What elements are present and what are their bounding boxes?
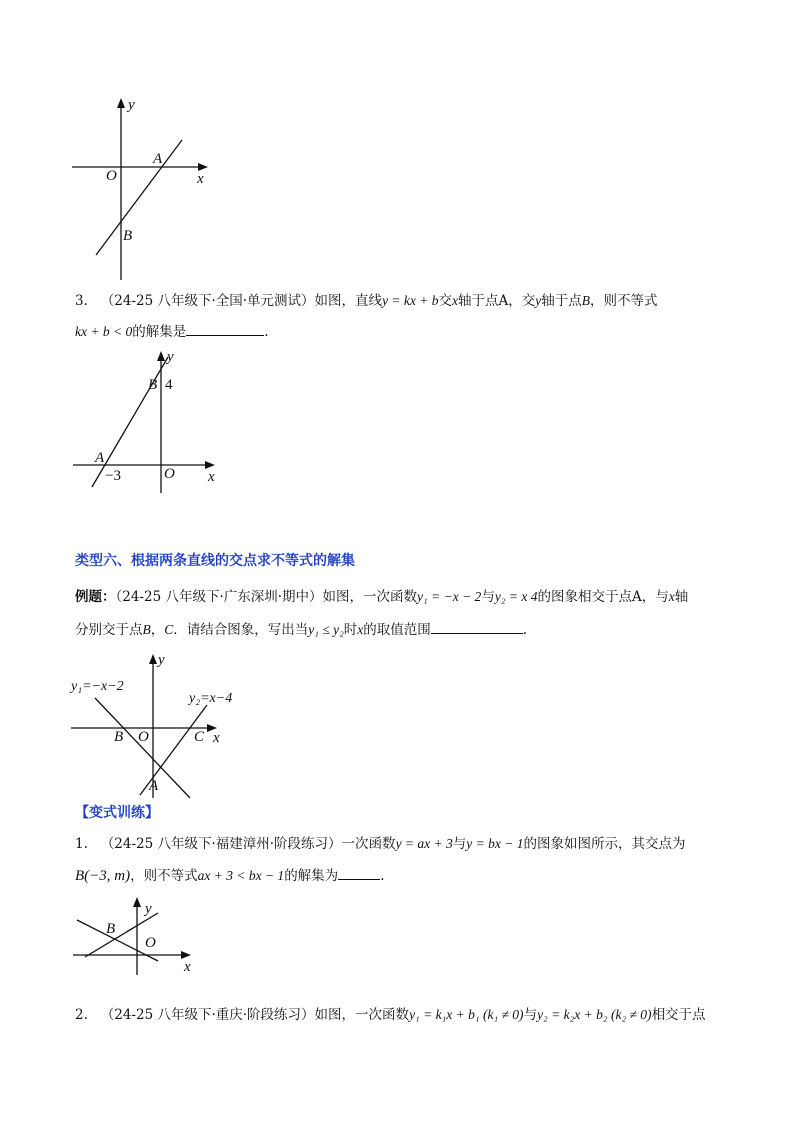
label-y1: y₁=−x−2 (71, 679, 124, 694)
point-b: B (581, 293, 591, 308)
line-ab (96, 140, 182, 255)
point-c: C (164, 622, 174, 637)
point-b: B (142, 622, 151, 637)
label-a: A (149, 778, 159, 794)
label-origin: O (164, 466, 175, 482)
inequality: kx + b < 0 (75, 324, 133, 339)
y-axis-arrow (133, 897, 141, 907)
text: 的解集是 (132, 324, 187, 340)
figure-2-graph (65, 345, 235, 495)
label-origin: O (138, 729, 149, 745)
var-x: x (452, 293, 459, 308)
text: 分别交于点 (75, 622, 143, 638)
text: 的解集为 (284, 868, 339, 884)
variant-2-line-1 (75, 1005, 706, 1025)
section-title: 类型六、根据两条直线的交点求不等式的解集 (75, 553, 355, 569)
label-y: y (145, 901, 152, 917)
text: ， (150, 622, 165, 638)
text: 的图象相交于点 (537, 589, 632, 605)
equation-1: y₁ = k₁x + b₁ (k₁ ≠ 0) (409, 1007, 524, 1022)
label-a: A (153, 151, 163, 167)
label-4: 4 (165, 377, 173, 393)
equation-2: y₂ = x 4 (494, 589, 538, 604)
example-label: 例题： (75, 589, 116, 605)
label-y: y (158, 652, 165, 668)
variant-title: 【变式训练】 (75, 805, 159, 821)
example-line-1 (75, 587, 688, 607)
y-axis-arrow (149, 654, 157, 664)
question-3-line-2 (75, 321, 269, 342)
label-origin: O (145, 935, 156, 951)
equation-2: y = bx − 1 (466, 836, 524, 851)
text: ．请结合图象，写出当 (173, 622, 309, 638)
answer-blank[interactable] (186, 321, 264, 336)
equation-1: y₁ = −x − 2 (417, 589, 482, 604)
var-x: x (357, 622, 364, 637)
y-axis-arrow (157, 351, 165, 361)
period: . (264, 324, 269, 340)
equation-2: y₂ = k₂x + b₂ (k₂ ≠ 0) (537, 1007, 652, 1022)
label-b: B (106, 921, 116, 937)
label-x: x (213, 730, 220, 746)
period: . (380, 868, 385, 884)
label-b: B (123, 228, 133, 244)
question-number: 2. (75, 1007, 88, 1023)
label-y: y (167, 349, 174, 365)
question-number: 1. (75, 836, 88, 852)
x-axis-arrow (198, 163, 208, 171)
figure-1-graph (60, 95, 220, 285)
text: 轴于点 (458, 293, 499, 309)
label-y: y (128, 97, 135, 113)
label-b: B (148, 377, 158, 393)
label-c: C (194, 729, 205, 745)
label-a: A (95, 450, 105, 466)
x-axis-arrow (181, 951, 191, 959)
label-x: x (184, 959, 191, 975)
text: ，交 (508, 293, 536, 309)
var-y: y (535, 293, 542, 308)
example-line-2 (75, 619, 527, 640)
text: 时 (343, 622, 358, 638)
label-minus3: −3 (105, 468, 121, 484)
answer-blank[interactable] (431, 619, 523, 634)
condition: y₁ ≤ y₂ (308, 622, 344, 637)
point-b: B(−3, m) (75, 868, 131, 884)
equation-1: y = ax + 3 (395, 836, 453, 851)
example-source: （24-25 八年级下·广东深圳·期中）如图，一次函数 (115, 589, 418, 605)
label-origin: O (106, 168, 117, 184)
text: ，则不等式 (130, 868, 198, 884)
text: 与 (481, 589, 495, 605)
var-x: x (668, 589, 675, 604)
variant-1-line-1 (75, 834, 686, 854)
answer-blank[interactable] (338, 865, 380, 880)
label-x: x (208, 469, 215, 485)
period: . (522, 622, 528, 638)
question-3-line-1 (75, 291, 658, 311)
text: 与 (452, 836, 467, 852)
variant-1-line-2 (75, 865, 384, 886)
text: 轴 (674, 589, 689, 605)
equation: y = kx + b (382, 293, 439, 308)
question-source: （24-25 八年级下·重庆·阶段练习）如图，一次函数 (100, 1007, 410, 1023)
question-number: 3. (75, 293, 88, 309)
inequality: ax + 3 < bx − 1 (197, 868, 285, 883)
question-source: （24-25 八年级下·全国·单元测试）如图，直线 (100, 293, 383, 309)
point-a: A (498, 293, 509, 309)
text: 与 (523, 1007, 538, 1023)
label-b: B (114, 729, 124, 745)
point-a: A (631, 589, 642, 605)
text: ，与 (641, 589, 669, 605)
x-axis-arrow (205, 461, 215, 469)
question-source: （24-25 八年级下·福建漳州·阶段练习）一次函数 (100, 836, 396, 852)
text: 相交于点 (651, 1007, 706, 1023)
label-y2: y₂=x−4 (189, 691, 233, 706)
text: 轴于点 (541, 293, 582, 309)
text: 的图象如图所示，其交点为 (523, 836, 686, 852)
figure-3-graph (65, 650, 240, 800)
text: 交 (438, 293, 453, 309)
y-axis-arrow (117, 98, 125, 108)
text: 的取值范围 (363, 622, 431, 638)
label-x: x (197, 171, 204, 187)
figure-4-graph (65, 893, 215, 978)
text: ，则不等式 (590, 293, 658, 309)
